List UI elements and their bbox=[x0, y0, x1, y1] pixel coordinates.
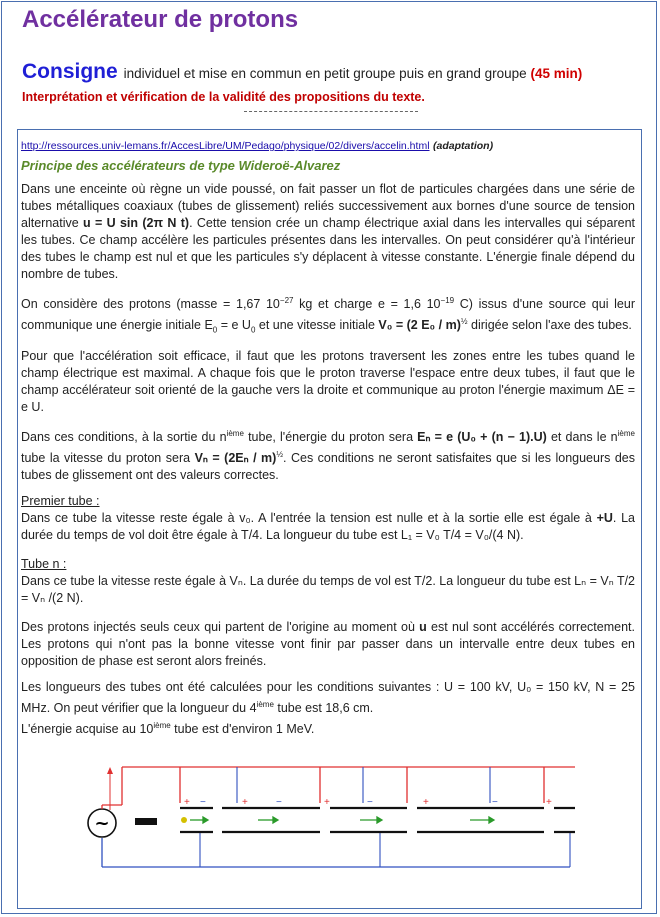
page-title: Accélérateur de protons bbox=[22, 6, 299, 33]
minus-sign: − bbox=[492, 797, 498, 808]
plus-sign: + bbox=[324, 797, 330, 808]
accelerator-diagram bbox=[80, 755, 580, 880]
red-arrow-head-icon bbox=[107, 767, 113, 774]
section-title: Principe des accélérateurs de type Wideroë-Alvarez bbox=[21, 158, 341, 173]
minus-sign: − bbox=[276, 797, 282, 808]
document-content bbox=[21, 137, 635, 747]
paragraph-6: Les longueurs des tubes ont été calculées pour les conditions suivantes : U = 100 kV, U₀ = 150 kV, N = 25 MHz. On peut vérifier que la longueur du 4ième tube est 18,6 cm. L'énergie acquise au 10ième tube est d'environ 1 MeV. bbox=[21, 680, 635, 737]
consigne-label: Consigne bbox=[22, 60, 118, 83]
paragraph-5: Des protons injectés seuls ceux qui partent de l'origine au moment où u est nul sont accélérés correctement. Les protons qui n'ont pas la bonne vitesse vont finir par passer dans un intervalle entre deux tubes en opposition de phase est seront alors freinés. bbox=[21, 620, 635, 669]
dashed-divider bbox=[244, 111, 418, 112]
plus-sign: + bbox=[242, 797, 248, 808]
minus-sign: − bbox=[367, 797, 373, 808]
paragraph-4: Dans ces conditions, à la sortie du $n^{ième}$ tube, l'énergie du proton sera Eₙ = e (U₀ + (n − 1).U) et dans le $n^{ième}$ tube la vitesse du proton sera Vₙ = (2Eₙ / m)$^{\frac{1}{2}}$. Ces conditions ne seront satisfaites que si les longueurs des tubes de glissement ont des valeurs correctes. bbox=[21, 428, 636, 483]
premier-tube-heading: Premier tube : bbox=[21, 494, 100, 509]
paragraph-1: Dans une enceinte où règne un vide poussé, on fait passer un flot de particules chargées dans une série de tubes métalliques coaxiaux (tubes de glissement) reliés successivement aux bornes d'une source de tension alternative u = U sin (2π N t). Cette tension crée un champ électrique axial dans les intervalles qui séparent les tubes. Ce champ accélère les particules présentes dans les intervalles. On peut considérer qu'à l'intérieur des tubes le champ est nul et que les particules s'y déplacent à vitesse constante. L'énergie finale dépend du nombre de tubes. bbox=[21, 182, 635, 281]
tube-n-block: Tube n : Dans ce tube la vitesse reste égale à Vₙ. La durée du temps de vol est T/2. La longueur du tube est Lₙ = Vₙ T/2 = Vₙ /(2 N). bbox=[21, 557, 635, 606]
adaptation-note: (adaptation) bbox=[433, 140, 494, 152]
proton-source-block bbox=[135, 818, 157, 825]
consigne-line bbox=[22, 60, 582, 84]
plus-sign: + bbox=[546, 797, 552, 808]
proton-dot bbox=[181, 817, 187, 823]
minus-sign: − bbox=[200, 797, 206, 808]
paragraph-2: On considère des protons (masse = 1,67 $10^{-27}$ kg et charge e = 1,6 $10^{-19}$ C) issus d'une source qui leur communique une énergie initiale $E_0 = e$ $U_0$ et une vitesse initiale V₀ = (2 E₀ / m)$^{\frac{1}{2}}$ dirigée selon l'axe des tubes. bbox=[21, 296, 635, 335]
velocity-arrows bbox=[190, 817, 494, 823]
premier-tube-block: Premier tube : Dans ce tube la vitesse reste égale à v₀. A l'entrée la tension est nulle et à la sortie elle est égale à +U. La durée du temps de vol doit être égale à T/4. La longueur du tube est L₁ = V₀ T/4 = V₀/(4 N). bbox=[21, 494, 635, 543]
ac-source-symbol: ~ bbox=[94, 813, 110, 834]
plus-sign: + bbox=[184, 797, 190, 808]
consigne-time: (45 min) bbox=[530, 66, 583, 81]
paragraph-3: Pour que l'accélération soit efficace, il faut que les protons traversent les zones entre les tubes quand le champ électrique est maximal. A chaque fois que le proton traverse l'espace entre deux tubes, il faut que le champ accélérateur soit orienté de la gauche vers la droite et communique au proton l'énergie maximum ΔE = e U. bbox=[21, 348, 635, 414]
consigne-text: individuel et mise en commun en petit groupe puis en grand groupe bbox=[123, 66, 527, 81]
consigne-subtitle: Interprétation et vérification de la validité des propositions du texte. bbox=[22, 90, 425, 104]
source-link[interactable]: http://ressources.univ-lemans.fr/AccesLibre/UM/Pedago/physique/02/divers/accelin.html bbox=[21, 140, 430, 152]
plus-sign: + bbox=[423, 797, 429, 808]
tube-n-heading: Tube n : bbox=[21, 557, 67, 572]
